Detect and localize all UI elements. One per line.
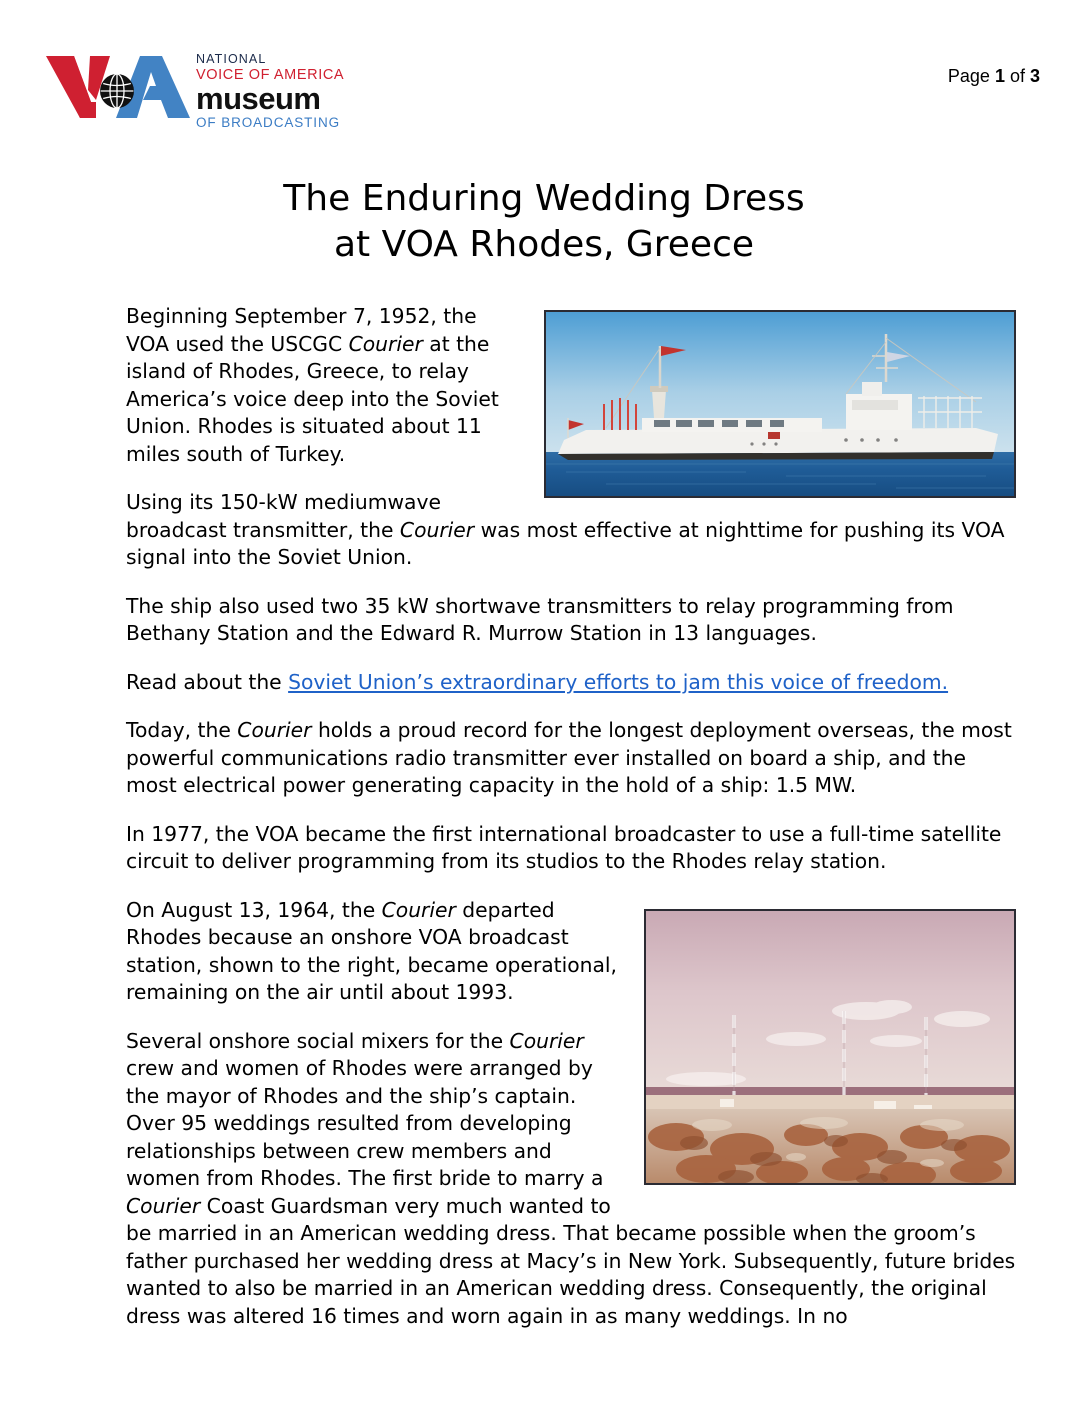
p8-italic-courier-2: Courier <box>126 1193 201 1218</box>
logo-line-museum: museum <box>196 81 321 116</box>
p8-text-b: crew and women of Rhodes were arranged by the mayor of Rhodes and the ship’s captain. Over 95 weddings resulted from developing relationships between crew members and women from Rhodes. The first bride to marry a <box>126 1056 604 1190</box>
logo-line-voice-of-america: VOICE OF AMERICA <box>196 66 345 83</box>
p4-text-a: Read about the <box>126 669 289 694</box>
p5-italic-courier: Courier <box>237 718 312 742</box>
p1-italic-courier: Courier <box>348 331 423 356</box>
p7-text-b: departed Rhodes because an onshore VOA broadcast station, shown to the right, became operational, remaining on the air until about 1993. <box>126 897 617 1004</box>
voa-museum-logo <box>44 50 344 129</box>
logo-line-national: NATIONAL <box>196 52 267 66</box>
p7-italic-courier: Courier <box>381 897 456 922</box>
paragraph-shortwave-transmitters: The ship also used two 35 kW shortwave transmitters to relay programming from Bethany Station and the Edward R. Murrow Station in 13 languages. <box>126 593 954 645</box>
p5-text-b: holds a proud record for the longest deployment overseas, the most powerful communications radio transmitter ever installed on board a ship, and the most electrical power generating capacity in the hold of a ship: 1.5 MW. <box>126 718 1012 797</box>
page-number-indicator <box>948 66 1040 87</box>
voa-logomark <box>44 50 192 124</box>
page-number-total: 3 <box>1029 66 1040 86</box>
p2-text-a: Using its 150-kW mediumwave broadcast transmitter, the <box>126 490 441 542</box>
paragraph-jamming-link <box>126 669 1016 697</box>
paragraph-1977-satellite: In 1977, the VOA became the first international broadcaster to use a full-time satellite circuit to deliver programming from its studios to the Rhodes relay station. <box>126 821 1002 873</box>
document-body <box>126 303 1016 1330</box>
p8-italic-courier-1: Courier <box>509 1028 584 1053</box>
p5-text-a: Today, the <box>126 718 238 742</box>
p1-text-b: at the island of Rhodes, Greece, to relay America’s voice deep into the Soviet Union. Rhodes is situated about 11 miles south of Turkey. <box>126 331 499 466</box>
p7-text-a: On August 13, 1964, the <box>126 897 382 922</box>
logo-line-of-broadcasting: OF BROADCASTING <box>196 114 341 130</box>
paragraph-mediumwave-transmitter <box>126 489 1016 572</box>
soviet-jamming-link[interactable]: Soviet Union’s extraordinary efforts to jam this voice of freedom. <box>288 669 949 694</box>
page-number-prefix: Page <box>947 66 995 86</box>
p2-italic-courier: Courier <box>399 517 475 542</box>
p2-text-b: was most effective at nighttime for pushing its VOA signal into the Soviet Union. <box>126 517 1005 569</box>
p8-text-a: Several onshore social mixers for the <box>126 1028 510 1053</box>
uscgc-courier-ship-photo <box>544 310 1016 498</box>
p8-text-c: Coast Guardsman very much wanted to be married in an American wedding dress. That became possible when the groom’s father purchased her wedding dress at Macy’s in New York. Subsequently, future brides wanted to also be married in an American wedding dress. Consequently, the original dress was altered 16 times and worn again in as many weddings. In no <box>126 1193 1016 1328</box>
page-title-line-1: The Enduring Wedding Dress <box>283 178 805 220</box>
page-number-mid: of <box>1004 66 1030 86</box>
paragraph-courier-records <box>126 717 1016 800</box>
page-header <box>0 0 1088 140</box>
page-title <box>0 176 1088 268</box>
page-number-current: 1 <box>994 66 1005 86</box>
logo-wordmark <box>196 50 344 129</box>
rhodes-antenna-field-photo <box>644 909 1016 1185</box>
page-title-line-2: at VOA Rhodes, Greece <box>333 224 755 266</box>
p1-text-a: Beginning September 7, 1952, the VOA used the USCGC <box>126 304 477 356</box>
